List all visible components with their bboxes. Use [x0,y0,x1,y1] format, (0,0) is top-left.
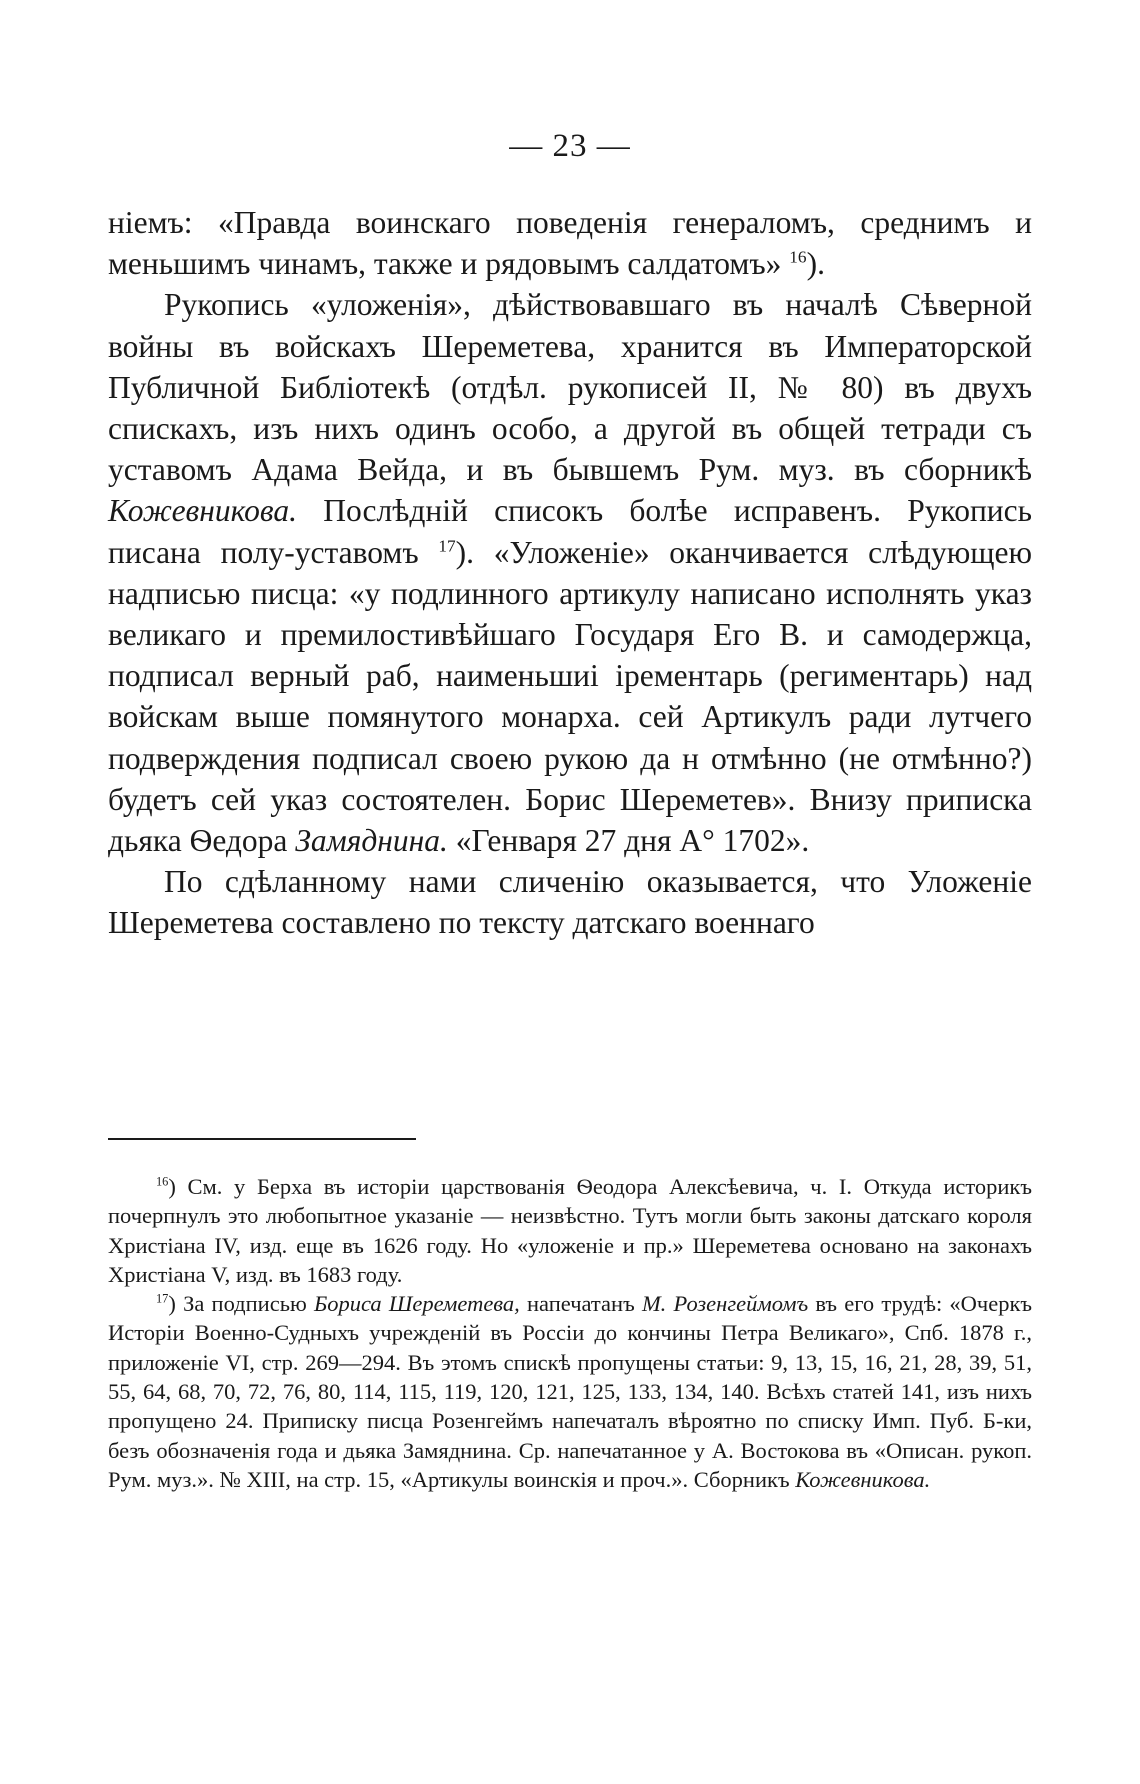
footnote-ref-17: 17 [438,536,456,556]
footnote-divider [108,1138,416,1140]
italic-name-sheremetev: Бориса Шереметева, [314,1291,520,1317]
paragraph-continuation [108,202,1032,284]
footnote-16 [108,1172,1032,1289]
footnote-marker-17: 17 [156,1291,169,1306]
paragraph-manuscript [108,284,1032,861]
paragraph-comparison [108,861,1032,943]
paragraph-text: ). «Уложеніе» оканчивается слѣдующею надписью писца: «у подлинного артикулу написано исполнять указ великаго и премилостивѣйшаго Государя Его В. и самодержца, подписал верный раб, наименьшиі ірементарь (региментарь) над войскам выше помянутого монарха. сей Артикулъ ради лутчего подверждения подписал своею рукою да н отмѣнно (не отмѣнно?) будетъ сей указ состоятелен. Борис Шереметев». Внизу приписка дьяка Ѳедора [108,534,1032,859]
italic-name-kozhevnikov: Кожевникова. [108,493,297,529]
footnote-text: ) См. у Берха въ исторіи царствованія Ѳеодора Алексѣевича, ч. I. Откуда историкъ почерпнулъ это любопытное указаніе — неизвѣстно. Тутъ могли быть законы датскаго короля Христіана IV, изд. еще въ 1626 году. Но «уложеніе и пр.» Шереметева основано на законахъ Христіана V, изд. въ 1683 году. [108,1174,1032,1287]
main-text [108,202,1032,944]
footnotes [108,1172,1032,1494]
italic-name-rozengeim: М. Розенгеймомъ [641,1291,809,1317]
italic-name-kozhevnikov: Кожевникова. [795,1466,931,1492]
footnote-text: въ его трудѣ: «Очеркъ Исторіи Военно-Судныхъ учрежденій въ Россіи до кончины Петра Великаго», Спб. 1878 г., приложеніе VI, стр. 269—294. Въ этомъ спискѣ пропущены статьи: 9, 13, 15, 16, 21, 28, 39, 51, 55, 64, 68, 70, 72, 76, 80, 114, 115, 119, 120, 121, 125, 133, 134, 140. Всѣхъ статей 141, изъ нихъ пропущено 24. Приписку писца Розенгеймъ напечаталъ вѣроятно по списку Имп. Пуб. Б-ки, безъ обозначенія года и дьяка Замяднина. Ср. напечатанное у А. Востокова въ «Описан. рукоп. Рум. муз.». № XIII, на стр. 15, «Артикулы воинскія и проч.». Сборникъ [108,1291,1033,1492]
page-number: — 23 — [509,128,631,164]
italic-name-zamyadnin: Замяднина. [295,823,448,859]
paragraph-text-tail: ). [806,246,825,282]
paragraph-text: ніемъ: «Правда воинскаго поведенія генераломъ, среднимъ и меньшимъ чинамъ, также и рядовымъ салдатомъ» [108,205,1032,282]
paragraph-text: По сдѣланному нами сличенію оказывается, что Уложеніе Шереметева составлено по тексту датскаго военнаго [108,864,1032,941]
paragraph-text: Послѣдній списокъ болѣе исправенъ. Рукопись писана полу-уставомъ [108,493,1033,570]
footnote-text: напечатанъ [527,1291,635,1317]
footnote-marker-16: 16 [156,1174,169,1189]
footnote-ref-16: 16 [789,247,807,267]
paragraph-text: Рукопись «уложенія», дѣйствовавшаго въ началѣ Сѣверной войны въ войскахъ Шереметева, хранится въ Императорской Публичной Библіотекѣ (отдѣл. рукописей II, № 80) въ двухъ спискахъ, изъ нихъ одинъ особо, а другой въ общей тетради съ уставомъ Адама Вейда, и въ бывшемъ Рум. муз. въ сборникѣ [108,287,1032,488]
paragraph-text: «Генваря 27 дня А° 1702». [455,823,810,859]
footnote-17 [108,1289,1032,1494]
footnote-text: ) За подписью [168,1291,307,1317]
